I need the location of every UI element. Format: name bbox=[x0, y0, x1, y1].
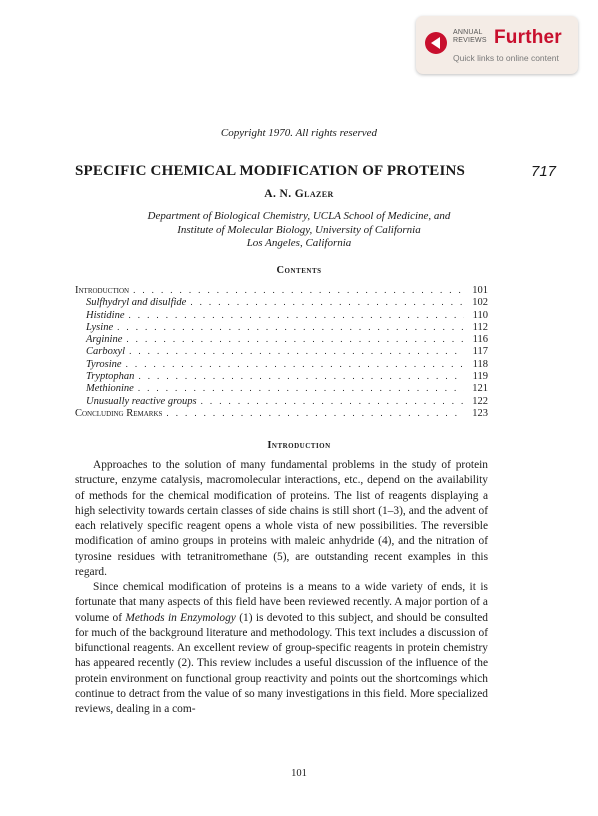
toc-leader-dots bbox=[190, 297, 464, 307]
author-name: A. N. Glazer bbox=[264, 188, 334, 200]
toc-entry-label: Unusually reactive groups bbox=[86, 395, 197, 407]
toc-entry-label: Methionine bbox=[86, 383, 134, 395]
toc-entry-page: 101 bbox=[472, 285, 488, 296]
affiliation-line: Institute of Molecular Biology, University of California bbox=[177, 223, 421, 236]
toc-leader-dots bbox=[133, 285, 464, 295]
toc-entry[interactable] bbox=[75, 346, 488, 358]
toc-entry[interactable] bbox=[75, 285, 488, 297]
toc-entry-page: 122 bbox=[472, 395, 488, 407]
further-label: Further bbox=[494, 27, 562, 48]
table-of-contents bbox=[75, 285, 488, 420]
annual-reviews-logo-icon bbox=[425, 32, 447, 54]
toc-entry-page: 117 bbox=[472, 346, 488, 358]
annual-reviews-wordmark: ANNUAL REVIEWS bbox=[453, 29, 487, 44]
toc-entry-label: Sulfhydryl and disulfide bbox=[86, 297, 187, 309]
toc-entry-page: 118 bbox=[472, 358, 488, 370]
affiliation bbox=[0, 210, 598, 251]
annual-reviews-further-badge[interactable] bbox=[416, 16, 578, 74]
toc-entry[interactable] bbox=[75, 322, 488, 334]
toc-leader-dots bbox=[166, 408, 464, 418]
toc-entry[interactable] bbox=[75, 310, 488, 322]
header-page-number: 717 bbox=[531, 163, 557, 180]
paragraph-text: (1) is devoted to this subject, and should be consulted for much of the background literature and methodology. This text includes a discussion of bifunctional reagents. An excellent review of group-specific reagents in protein chemistry has appeared recently (2). This review includes a useful discussion of the influence of the protein environment on functional group reactivity and points out the shortcomings which continue to detract from the value of so many investigations in this field. More specialized reviews, dealing in a com- bbox=[75, 611, 488, 715]
toc-leader-dots bbox=[126, 359, 464, 369]
toc-entry-page: 121 bbox=[472, 383, 488, 395]
toc-leader-dots bbox=[117, 322, 464, 332]
toc-entry-label: Introduction bbox=[75, 285, 130, 296]
toc-entry-label: Histidine bbox=[86, 309, 125, 321]
toc-entry[interactable] bbox=[75, 334, 488, 346]
toc-leader-dots bbox=[201, 396, 464, 406]
paragraph-text: Since chemical modification of proteins is a means to a wide variety of ends, it is fortunate that many aspects of this field have been reviewed recently. A major portion of a volume of bbox=[75, 581, 488, 624]
toc-entry-label: Concluding Remarks bbox=[75, 407, 163, 419]
affiliation-line: Los Angeles, California bbox=[246, 237, 352, 249]
toc-entry-page: 112 bbox=[472, 321, 488, 333]
toc-entry[interactable] bbox=[75, 297, 488, 309]
body-text bbox=[75, 458, 488, 717]
toc-entry[interactable] bbox=[75, 396, 488, 408]
toc-entry-label: Arginine bbox=[86, 334, 123, 346]
toc-leader-dots bbox=[126, 334, 464, 344]
toc-leader-dots bbox=[138, 383, 464, 393]
toc-entry-page: 116 bbox=[472, 334, 488, 346]
affiliation-line: Department of Biological Chemistry, UCLA School of Medicine, and bbox=[147, 210, 451, 222]
toc-entry-page: 102 bbox=[472, 297, 488, 309]
paragraph-text: Approaches to the solution of many fundamental problems in the study of protein structure, enzyme catalysis, macromolecular interactions, etc., depend on the availability of methods for the chemical modification of proteins. The list of reagents displaying a high selectivity towards certain classes of side chains is still short (1–3), and the advent of each relatively specific reagent opens a whole vista of new possibilities. The reversible modification of amino groups in proteins with maleic anhydride (4), and the nitration of tyrosine residues with tetranitromethane (5), are outstanding recent examples in this regard. bbox=[75, 459, 488, 578]
toc-entry-page: 123 bbox=[472, 407, 488, 419]
further-subtitle: Quick links to online content bbox=[453, 53, 559, 63]
toc-entry[interactable] bbox=[75, 408, 488, 420]
toc-leader-dots bbox=[129, 310, 465, 320]
toc-entry-label: Carboxyl bbox=[86, 346, 126, 358]
toc-entry[interactable] bbox=[75, 371, 488, 383]
toc-entry-label: Tyrosine bbox=[86, 358, 122, 370]
toc-entry-page: 110 bbox=[472, 309, 488, 321]
section-heading-introduction: Introduction bbox=[267, 440, 331, 451]
contents-heading: Contents bbox=[276, 265, 322, 276]
article-title: SPECIFIC CHEMICAL MODIFICATION OF PROTEINS bbox=[75, 163, 466, 179]
italic-citation: Methods in Enzymology bbox=[125, 611, 236, 624]
toc-entry[interactable] bbox=[75, 359, 488, 371]
toc-entry-label: Tryptophan bbox=[86, 371, 135, 383]
toc-leader-dots bbox=[138, 371, 464, 381]
toc-leader-dots bbox=[129, 346, 464, 356]
toc-entry-label: Lysine bbox=[86, 321, 114, 333]
toc-entry-page: 119 bbox=[472, 371, 488, 383]
toc-entry[interactable] bbox=[75, 383, 488, 395]
body-paragraph bbox=[75, 580, 488, 717]
body-paragraph bbox=[75, 458, 488, 580]
copyright-line: Copyright 1970. All rights reserved bbox=[220, 127, 378, 139]
footer-page-number: 101 bbox=[291, 768, 307, 779]
